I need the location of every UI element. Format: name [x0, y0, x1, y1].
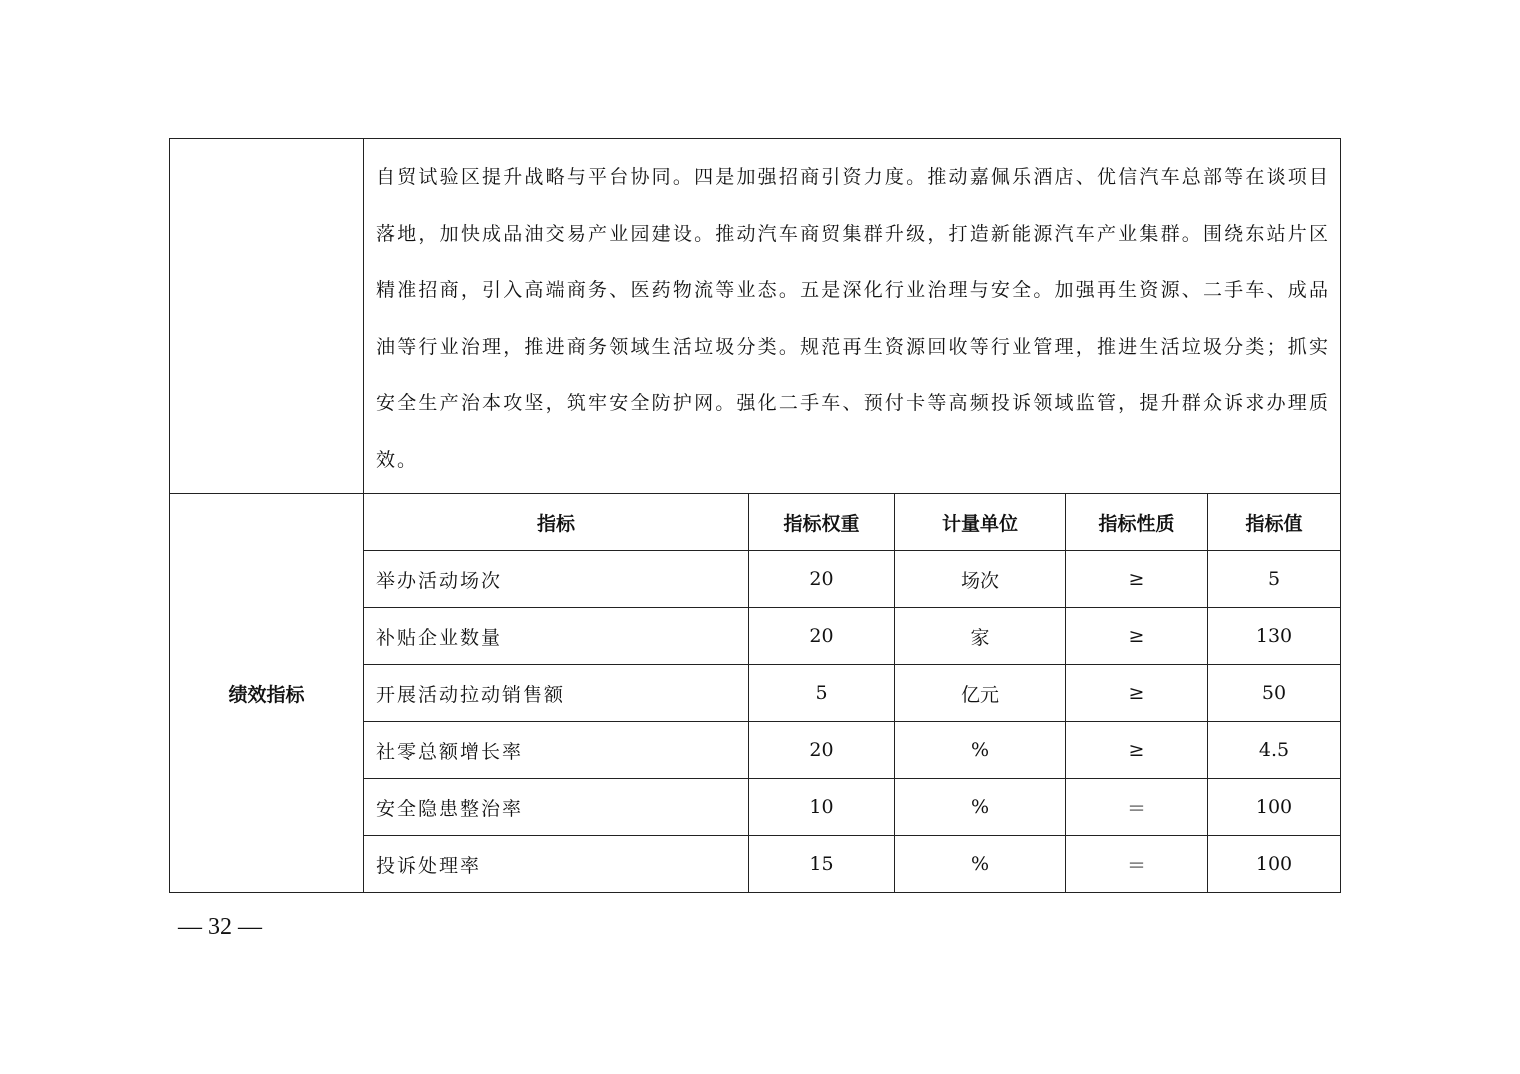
header-nature: 指标性质 — [1066, 494, 1208, 551]
header-indicator: 指标 — [364, 494, 749, 551]
indicator-value: 4.5 — [1208, 722, 1341, 779]
indicator-value: 50 — [1208, 665, 1341, 722]
header-value: 指标值 — [1208, 494, 1341, 551]
indicator-value: 100 — [1208, 836, 1341, 893]
indicator-weight: 20 — [749, 608, 895, 665]
indicator-weight: 20 — [749, 551, 895, 608]
header-weight: 指标权重 — [749, 494, 895, 551]
indicator-unit: % — [895, 722, 1066, 779]
indicator-name: 投诉处理率 — [364, 836, 749, 893]
page-number: — 32 — — [178, 914, 262, 940]
narrative-label-cell — [170, 139, 364, 494]
indicator-value: 5 — [1208, 551, 1341, 608]
indicator-name: 开展活动拉动销售额 — [364, 665, 749, 722]
indicator-value: 100 — [1208, 779, 1341, 836]
indicator-nature: ＝ — [1066, 779, 1208, 836]
indicator-unit: % — [895, 836, 1066, 893]
section-label: 绩效指标 — [170, 494, 364, 893]
indicator-name: 社零总额增长率 — [364, 722, 749, 779]
narrative-text: 自贸试验区提升战略与平台协同。四是加强招商引资力度。推动嘉佩乐酒店、优信汽车总部等在谈项目落地，加快成品油交易产业园建设。推动汽车商贸集群升级，打造新能源汽车产业集群。围绕东站片区精准招商，引入高端商务、医药物流等业态。五是深化行业治理与安全。加强再生资源、二手车、成品油等行业治理，推进商务领域生活垃圾分类。规范再生资源回收等行业管理，推进生活垃圾分类；抓实安全生产治本攻坚，筑牢安全防护网。强化二手车、预付卡等高频投诉领域监管，提升群众诉求办理质效。 — [364, 139, 1341, 494]
indicator-name: 举办活动场次 — [364, 551, 749, 608]
indicator-weight: 15 — [749, 836, 895, 893]
indicator-unit: 家 — [895, 608, 1066, 665]
indicator-nature: ≥ — [1066, 722, 1208, 779]
indicator-name: 补贴企业数量 — [364, 608, 749, 665]
indicator-weight: 20 — [749, 722, 895, 779]
indicator-unit: % — [895, 779, 1066, 836]
indicator-nature: ＝ — [1066, 836, 1208, 893]
narrative-row — [170, 139, 1341, 494]
indicator-nature: ≥ — [1066, 608, 1208, 665]
performance-table — [169, 138, 1341, 893]
header-unit: 计量单位 — [895, 494, 1066, 551]
indicator-nature: ≥ — [1066, 665, 1208, 722]
indicator-nature: ≥ — [1066, 551, 1208, 608]
indicator-weight: 5 — [749, 665, 895, 722]
indicator-weight: 10 — [749, 779, 895, 836]
indicator-name: 安全隐患整治率 — [364, 779, 749, 836]
indicator-value: 130 — [1208, 608, 1341, 665]
indicator-unit: 场次 — [895, 551, 1066, 608]
indicator-unit: 亿元 — [895, 665, 1066, 722]
table-header-row — [170, 494, 1341, 551]
